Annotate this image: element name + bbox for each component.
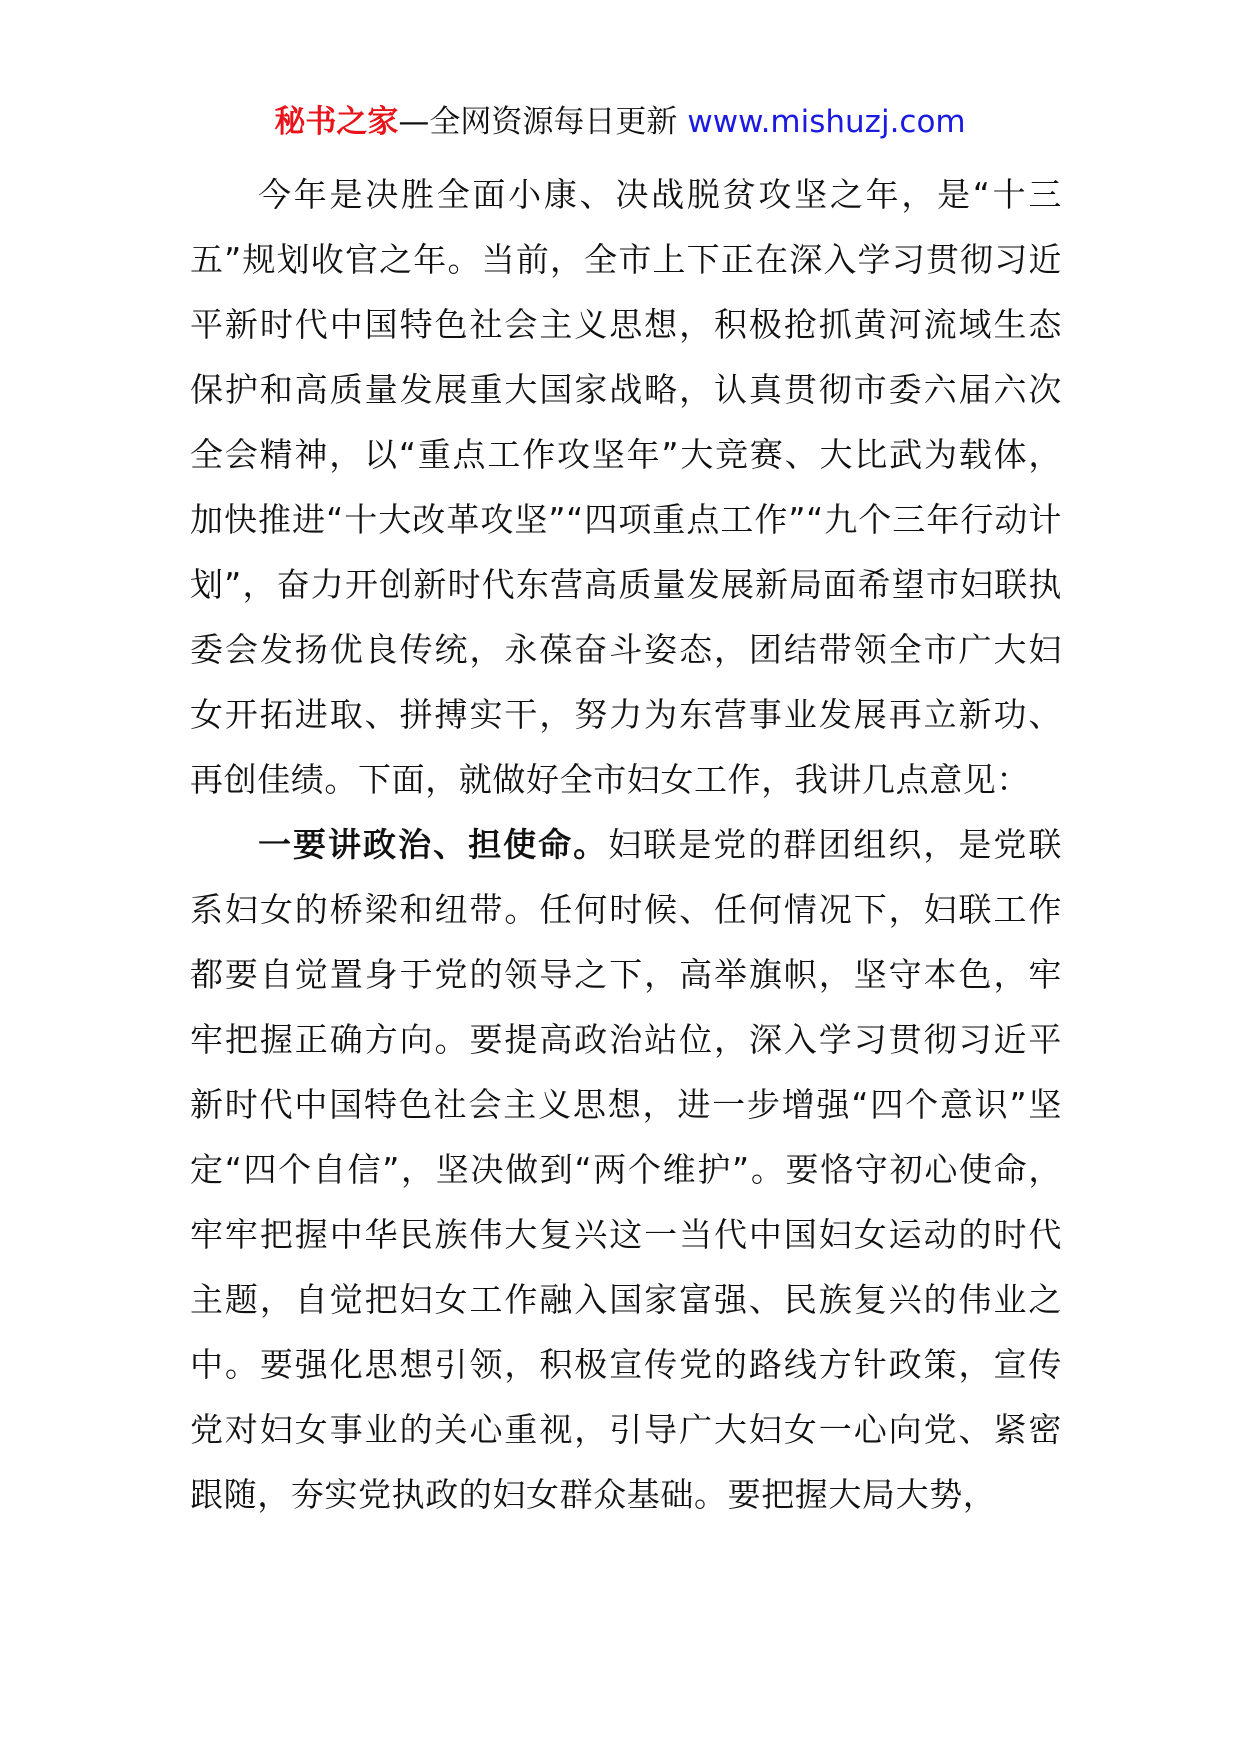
brand-name: 秘书之家 — [274, 104, 399, 140]
paragraph-intro-text: 今年是决胜全面小康、决战脱贫攻坚之年，是“十三五”规划收官之年。当前，全市上下正在深入学习贯彻习近平新时代中国特色社会主义思想，积极抢抓黄河流域生态保护和高质量发展重大国家战略，认真贯彻市委六届六次全会精神，以“重点工作攻坚年”大竞赛、大比武为载体，加快推进“十大改革攻坚”“四项重点工作”“九个三年行动计划”，奋力开创新时代东营高质量发展新局面希望市妇联执委会发扬优良传统，永葆奋斗姿态，团结带领全市广大妇女开拓进取、拼搏实干，努力为东营事业发展再立新功、再创佳绩。下面，就做好全市妇女工作，我讲几点意见： — [190, 175, 1062, 799]
paragraph-point-one — [190, 812, 1062, 1527]
paragraph-point-one-text: 妇联是党的群团组织，是党联系妇女的桥梁和纽带。任何时候、任何情况下，妇联工作都要自觉置身于党的领导之下，高举旗帜，坚守本色，牢牢把握正确方向。要提高政治站位，深入学习贯彻习近平新时代中国特色社会主义思想，进一步增强“四个意识”坚定“四个自信”，坚决做到“两个维护”。要恪守初心使命，牢牢把握中华民族伟大复兴这一当代中国妇女运动的时代主题，自觉把妇女工作融入国家富强、民族复兴的伟业之中。要强化思想引领，积极宣传党的路线方针政策，宣传党对妇女事业的关心重视，引导广大妇女一心向党、紧密跟随，夯实党执政的妇女群众基础。要把握大局大势， — [190, 825, 1062, 1514]
site-url-link[interactable]: www.mishuzj.com — [687, 104, 966, 140]
page-header — [0, 100, 1240, 144]
document-body — [190, 162, 1062, 1527]
paragraph-point-one-lead: 一要讲政治、担使命。 — [258, 825, 609, 864]
header-tagline: —全网资源每日更新 — [398, 104, 678, 140]
paragraph-intro — [190, 162, 1062, 812]
